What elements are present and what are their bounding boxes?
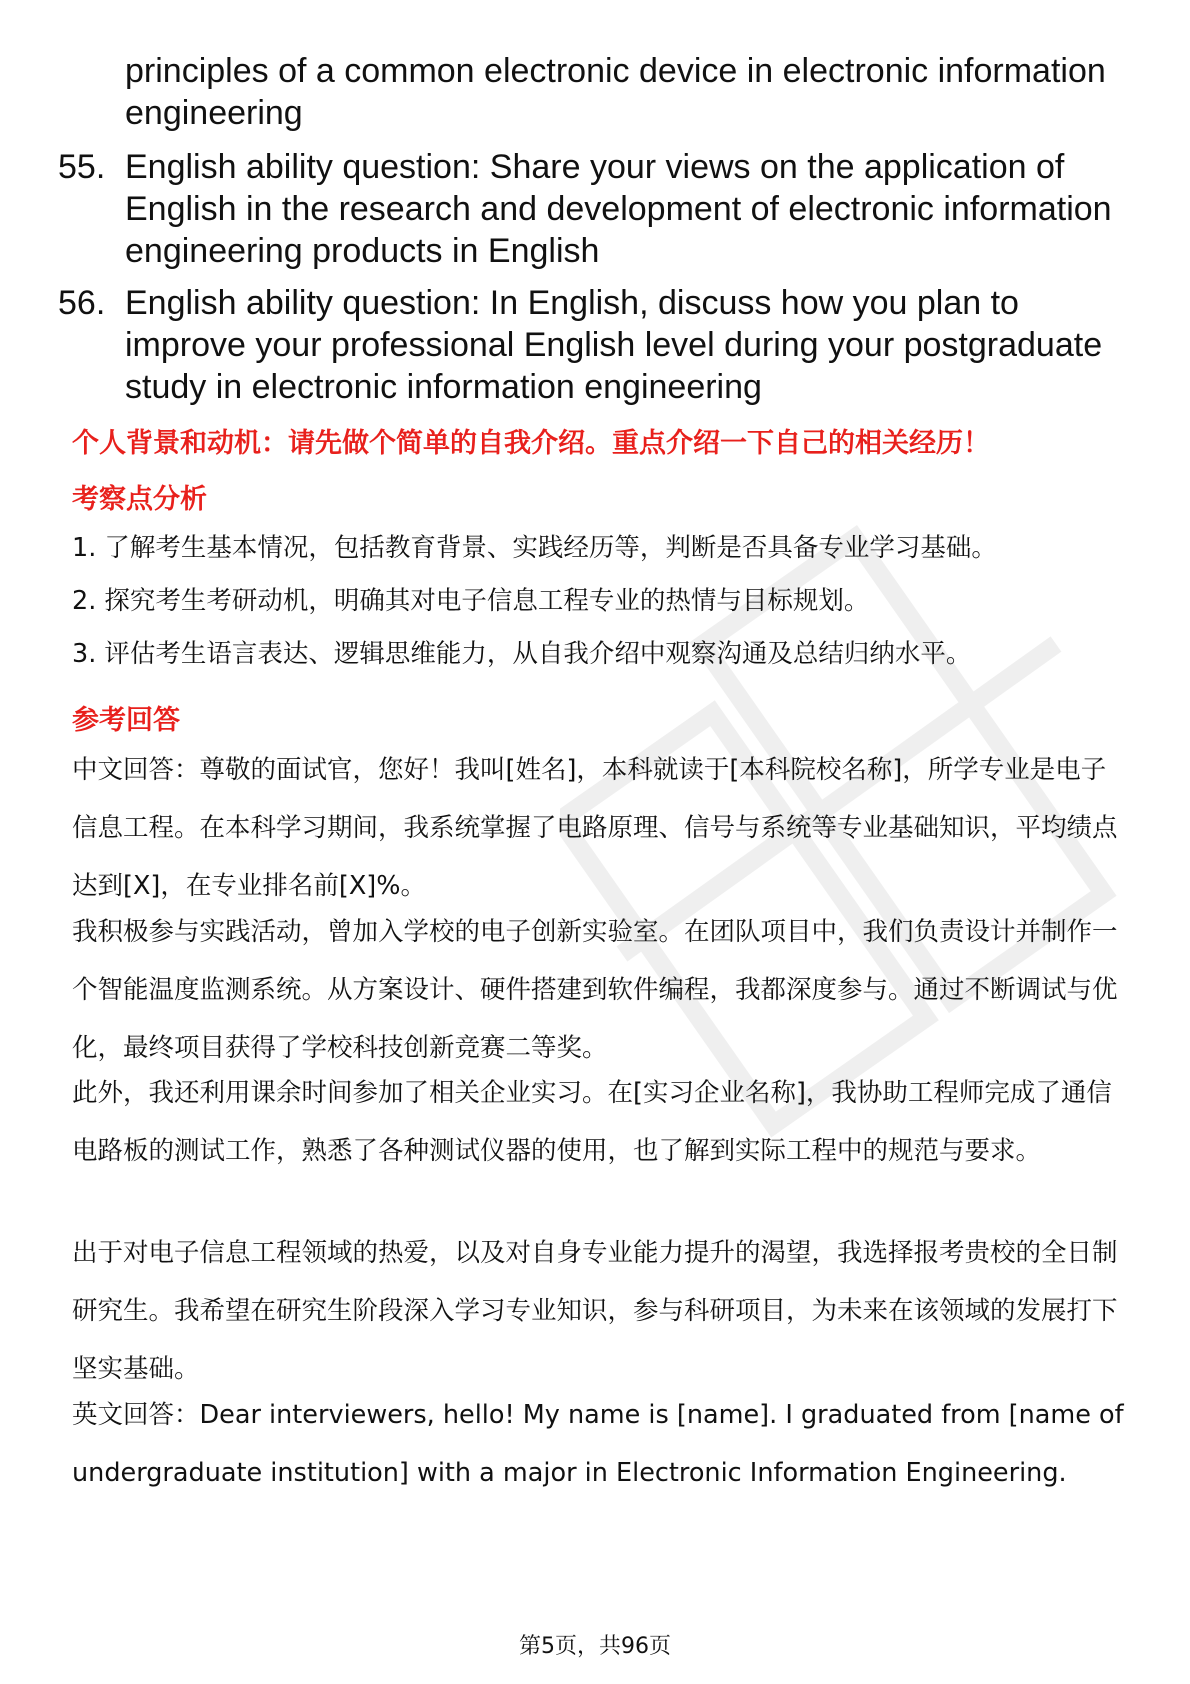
english-answer-label: 英文回答：: [72, 1400, 200, 1430]
analysis-point: 1. 了解考生基本情况，包括教育背景、实践经历等，判断是否具备专业学习基础。: [72, 533, 997, 563]
question-number: 55.: [58, 148, 106, 186]
question-text: English ability question: In English, discuss how you plan to improve your professional English level during your postgraduate study in electronic information engineering: [125, 284, 1103, 406]
page-footer: 第5页，共96页: [519, 1634, 671, 1659]
english-answer-text: Dear interviewers, hello! My name is [name]. I graduated from [name of undergraduate institution] with a major in Electronic Information Engineering.: [72, 1400, 1124, 1488]
question-text: English ability question: Share your views on the application of English in the research and development of electronic information engineering products in English: [125, 148, 1112, 270]
answer-paragraph: 出于对电子信息工程领域的热爱，以及对自身专业能力提升的渴望，我选择报考贵校的全日制研究生。我希望在研究生阶段深入学习专业知识，参与科研项目，为未来在该领域的发展打下坚实基础。: [72, 1238, 1118, 1384]
section-title: 个人背景和动机：请先做个简单的自我介绍。重点介绍一下自己的相关经历！: [72, 428, 990, 459]
analysis-point: 3. 评估考生语言表达、逻辑思维能力，从自我介绍中观察沟通及总结归纳水平。: [72, 639, 972, 669]
question-item: [58, 282, 1118, 408]
english-answer: [72, 1386, 1124, 1502]
question-item: [58, 146, 1118, 272]
analysis-point: 2. 探究考生考研动机，明确其对电子信息工程专业的热情与目标规划。: [72, 586, 870, 616]
answer-paragraph: 中文回答：尊敬的面试官，您好！我叫[姓名]，本科就读于[本科院校名称]，所学专业是电子信息工程。在本科学习期间，我系统掌握了电路原理、信号与系统等专业基础知识，平均绩点达到[X]，在专业排名前[X]%。: [72, 755, 1118, 901]
answer-paragraph: 我积极参与实践活动，曾加入学校的电子创新实验室。在团队项目中，我们负责设计并制作一个智能温度监测系统。从方案设计、硬件搭建到软件编程，我都深度参与。通过不断调试与优化，最终项目获得了学校科技创新竞赛二等奖。: [72, 917, 1118, 1063]
question-continuation: principles of a common electronic device in electronic information engineering: [125, 52, 1106, 132]
analysis-heading: 考察点分析: [72, 484, 207, 515]
answer-paragraph: 此外，我还利用课余时间参加了相关企业实习。在[实习企业名称]，我协助工程师完成了通信电路板的测试工作，熟悉了各种测试仪器的使用，也了解到实际工程中的规范与要求。: [72, 1078, 1112, 1166]
question-number: 56.: [58, 284, 106, 322]
answer-heading: 参考回答: [72, 705, 180, 736]
